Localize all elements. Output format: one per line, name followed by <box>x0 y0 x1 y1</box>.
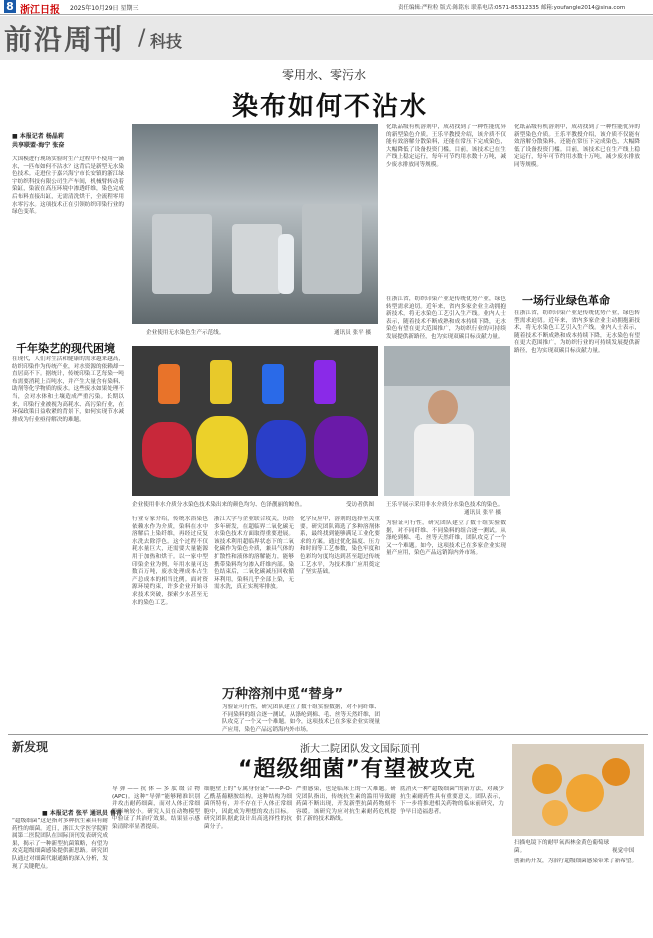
article-byline: ■ 本报记者 杨晶莉 共享联盟·海宁 张奋 <box>12 133 65 149</box>
factory-photo <box>132 124 378 324</box>
dye-bottle-blue <box>262 364 284 404</box>
factory-worker <box>278 234 294 294</box>
factory-machine <box>152 214 212 294</box>
article-body-col2: 行业专家介绍，传统水浴染色依赖水作为介质，染料在水中溶解后上染纤维，再经过反复水洗去除浮色。这个过程不仅耗水量巨大，还需要大量能源用于加热和烘干。以一家中型印染企业为例，年用水量可达数百万吨，废水处理成本占生产总成本的相当比例。面对资源环境约束，许多企业开始寻求技术突破，探索少水甚至无水的染色工艺。 <box>132 516 208 606</box>
article-body-col5b: 为验证可行性，研究团队建立了数千组实验数据，对不同纤维、不同染料的组合逐一测试。从涤纶到棉、毛、丝等天然纤维，团队攻克了一个又一个难题。如今，这项技术已在多家企业实现量产应用，染色产品远销海内外市场。 <box>222 704 380 732</box>
portrait-photo <box>384 346 510 496</box>
dye-photo-caption: 企业使用非水介质分水染色技术染出来的颜色均匀、色泽靓丽的鲸鱼。 <box>132 502 306 508</box>
article2-col3: 细胞壁上的“专属身份证”——P-O-乙酰基葡糖胺结构。这种结构为细菌所特有，并不存在于人体正常细胞中，因此成为理想的攻击目标。研究团队据此设计出高选择性的抗菌分子。 <box>204 786 292 830</box>
article2-col6: 创新药开发，为治疗超级细菌感染带来了新希望。 <box>514 858 638 864</box>
section-divider <box>8 734 648 735</box>
section-heading-3: 一场行业绿色革命 <box>522 294 610 307</box>
bacteria-photo-caption: 扫描电镜下的耐甲氧西林金黄色葡萄球菌。 <box>514 840 610 854</box>
bacteria-cluster <box>542 800 568 826</box>
portrait-photo-caption: 王乐平展示采用非水介质分水染色技术的染色。 <box>386 502 504 508</box>
bacteria-photo <box>512 744 644 836</box>
person-head <box>428 390 458 424</box>
newspaper-logo: 浙江日报 <box>20 5 60 16</box>
subheading-solvent: 万种溶剂中觅“替身” <box>222 687 344 702</box>
bacteria-cluster <box>602 758 630 786</box>
article-headline: 染布如何不沾水 <box>232 92 429 122</box>
bacteria-cluster <box>566 774 604 812</box>
dyed-fabric-blue <box>256 420 306 478</box>
person-body <box>414 424 474 496</box>
article-kicker: 零用水、零污水 <box>282 68 367 82</box>
article-body-col5: 为验证可行性，研究团队建立了数千组实验数据，对不同纤维、不同染料的组合逐一测试。从涤纶到棉、毛、丝等天然纤维，团队攻克了一个又一个难题。如今，这项技术已在多家企业实现量产应用，染色产品远销海内外市场。 <box>386 520 506 557</box>
article-body-col4: 化学反应中，溶剂的选择至关重要。研究团队筛选了多种溶剂体系，最终找到能够满足工业化要求的方案。通过优化温度、压力和时间等工艺参数，染色牢度和色彩均匀度均达到甚至超过传统工艺水平，为技术推广应用奠定了坚实基础。 <box>300 516 380 576</box>
dye-bottle-orange <box>158 364 180 404</box>
dye-photo <box>132 346 378 496</box>
article-lead: 大国模进行现场实验时生产过程中不使用一滴水，一匹布如何不沾水？这背后是新型无水染色技术。走进位于嘉兴海宁市长安镇的浙江绿宇纺织科技有限公司生产车间，机械臂转动着染缸，染液在高压环境中渗透纤维，染色完成后布料直接出缸，无需清洗烘干，全流程零用水零污水。这项技术正在引领纺织印染行业的绿色变革。 <box>12 156 124 216</box>
banner-title: 前沿周刊 <box>4 23 125 56</box>
editor-info: 责任编辑:严粒粒 版式:陈铭东 联系电话:0571-85312335 邮箱:youfangle2014@sina.com <box>398 5 626 11</box>
banner-separator: / <box>138 26 146 51</box>
article2-col4: 严重感染，也是临床上的一大难题。研究团队指出，传统抗生素的滥用导致耐药菌不断出现，开发新型抗菌药物刻不容缓。该研究为应对抗生素耐药危机提供了新的技术路线。 <box>296 786 396 823</box>
article-body-right1: 化纸品级有机溶剂中，成功找到了一种性能优异的新型染色介质。王乐平教授介绍，该介质不仅能有效溶解分散染料，还能在常压下完成染色，大幅降低了设备投资门槛。目前，该技术已在生产线上稳定运行，每年可节约用水数十万吨，减少废水排放同等规模。 <box>386 124 506 168</box>
banner-section: 科技 <box>150 32 183 51</box>
article-body-right3: 在浙江省，纺织印染产业是传统优势产业，绿色转型需求迫切。近年来，省内多家企业主动拥抱新技术，将无水染色工艺引入生产线。业内人士表示，随着技术不断成熟和成本持续下降，无水染色有望在更大范围推广，为纺织行业的可持续发展提供新路径，也为实现双碳目标贡献力量。 <box>514 310 640 354</box>
page-number: 8 <box>4 0 16 13</box>
factory-photo-credit: 通讯员 张平 摄 <box>334 330 372 336</box>
lab-shelf <box>384 346 510 386</box>
dye-photo-credit: 受访者供图 <box>346 502 374 508</box>
dyed-fabric-red <box>142 422 192 478</box>
dyed-fabric-yellow <box>196 416 248 478</box>
dye-bottle-purple <box>314 360 336 404</box>
article-body-right1b: 化纸品级有机溶剂中，成功找到了一种性能优异的新型染色介质。王乐平教授介绍，该介质不仅能有效溶解分散染料，还能在常压下完成染色，大幅降低了设备投资门槛。目前，该技术已在生产线上稳定运行，每年可节约用水数十万吨，减少废水排放同等规模。 <box>514 124 640 168</box>
article2-col2: 导弹——抗体—多肽缀合物(APC)。这种“导弹”能够精准识别并攻击耐药细菌，而对人体正常细胞影响较小。研究人员在动物模型中验证了其治疗效果，结果显示感染清除率显著提高。 <box>112 786 200 830</box>
bacteria-photo-credit: 视觉中国 <box>612 848 635 854</box>
article2-byline: ■ 本报记者 张平 通讯员 鲁青 <box>42 810 123 817</box>
article-body-right2: 在浙江省，纺织印染产业是传统优势产业，绿色转型需求迫切。近年来，省内多家企业主动拥抱新技术，将无水染色工艺引入生产线。业内人士表示，随着技术不断成熟和成本持续下降，无水染色有望在更大范围推广，为纺织行业的可持续发展提供新路径，也为实现双碳目标贡献力量。 <box>386 296 506 340</box>
article2-col1: “超级细菌”这是指对多种抗生素具有耐药性的细菌。近日，浙江大学医学院附属第二医院团队在国际顶刊发表研究成果，揭示了一种新型抗菌策略，有望为攻克超级细菌感染提供新思路。研究团队通过对细菌代谢通路的深入分析，发现了关键靶点。 <box>12 818 108 870</box>
factory-machine <box>232 224 282 294</box>
dyed-fabric-purple <box>314 416 368 478</box>
article2-kicker: 浙大二院团队发文国际顶刊 <box>300 744 420 755</box>
dye-bottle-yellow <box>210 360 232 404</box>
article-body-col1: 在现代，人们对生活和健康的需求越来越高，纺织印染作为传统产业，对水资源的依赖却一直居高不下。据统计，传统印染工艺每染一吨布需要消耗上百吨水，并产生大量含有染料、助剂等化学物质的废水。这些废水如果处理不当，会对水体和土壤造成严重污染。长期以来，印染行业被视为高耗水、高污染行业，在环保政策日益收紧的背景下，如何实现节水减排成为行业亟待解决的难题。 <box>12 356 124 423</box>
issue-date: 2025年10月29日 星期三 <box>70 5 139 12</box>
bacteria-cluster <box>532 764 562 794</box>
factory-machine <box>302 204 362 294</box>
factory-photo-caption: 企业使用无水染色生产示范线。 <box>146 330 225 336</box>
section-heading-1: 千年染艺的现代困境 <box>16 342 115 355</box>
section-label: 新发现 <box>12 740 49 754</box>
article-body-col3: 浙江大学与企业联合攻关，历经多年研发，在超临界二氧化碳无水染色技术方面取得重要进展。该技术利用超临界状态下的二氧化碳作为染色介质，兼具气体的扩散性和液体的溶解能力，能够携带染料均匀渗入纤维内部。染色结束后，二氧化碳减压回收循环利用，染料几乎全部上染，无需水洗，真正实现零排放。 <box>214 516 294 591</box>
portrait-photo-credit: 通讯员 张平 摄 <box>464 510 502 516</box>
article2-headline: “超级细菌”有望被攻克 <box>238 757 476 782</box>
article2-col5: 底消灭一种“超级细菌”的新方法，对减少抗生素耐药性具有重要意义。团队表示，下一步将推进相关药物的临床前研究，力争早日造福患者。 <box>400 786 504 815</box>
